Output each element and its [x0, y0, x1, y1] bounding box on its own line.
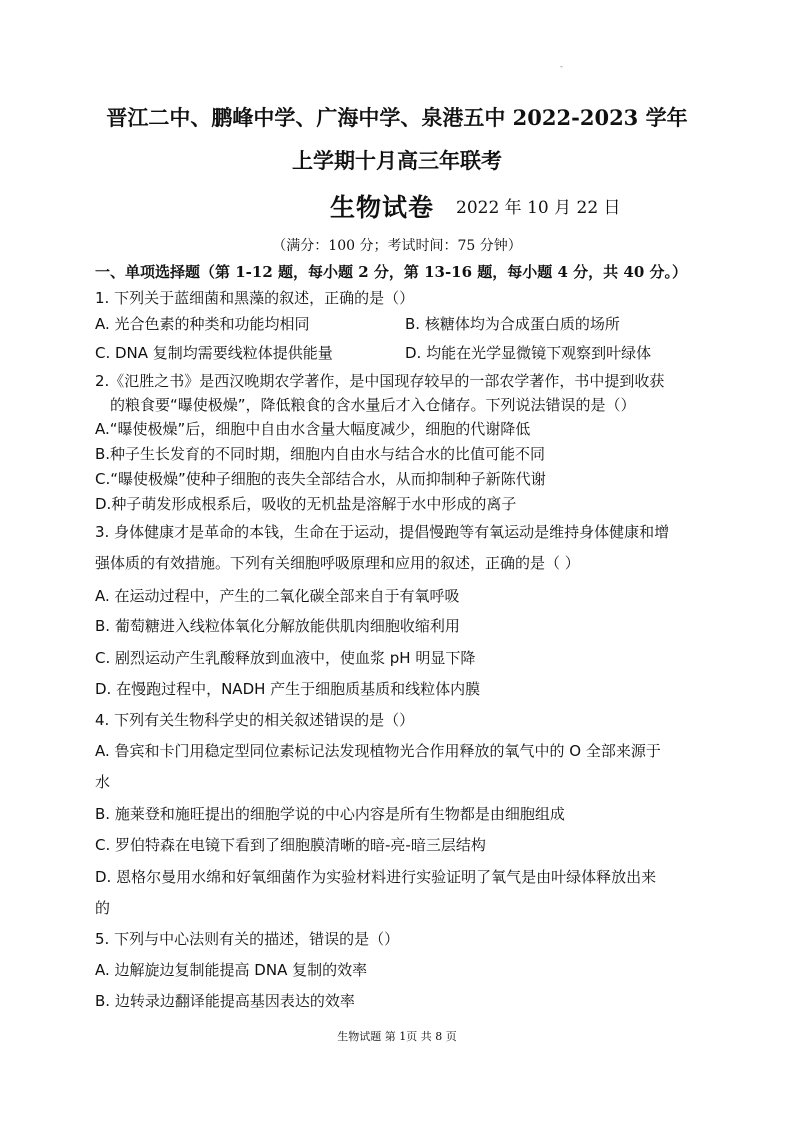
q1-stem: 1. 下列关于蓝细菌和黑藻的叙述，正确的是（） — [95, 289, 415, 307]
q1-option-c: C. DNA 复制均需要线粒体提供能量 — [95, 344, 333, 362]
q4-option-d-line1: D. 恩格尔曼用水绵和好氧细菌作为实验材料进行实验证明了氧气是由叶绿体释放出来 — [95, 868, 657, 886]
q4-option-a-line1: A. 鲁宾和卡门用稳定型同位素标记法发现植物光合作用释放的氧气中的 O 全部来源于 — [95, 742, 661, 760]
q4-option-b: B. 施莱登和施旺提出的细胞学说的中心内容是所有生物都是由细胞组成 — [95, 805, 565, 823]
q2-option-b: B.种子生长发育的不同时期，细胞内自由水与结合水的比值可能不同 — [95, 445, 546, 463]
q1-option-b: B. 核糖体均为合成蛋白质的场所 — [405, 315, 620, 333]
q5-option-a: A. 边解旋边复制能提高 DNA 复制的效率 — [95, 961, 368, 979]
q1-option-d: D. 均能在光学显微镜下观察到叶绿体 — [405, 344, 652, 362]
q3-stem-line1: 3. 身体健康才是革命的本钱，生命在于运动，提倡慢跑等有氧运动是维持身体健康和增 — [95, 523, 670, 541]
page-footer: 生物试题 第 1页 共 8 页 — [337, 1030, 457, 1043]
q4-stem: 4. 下列有关生物科学史的相关叙述错误的是（） — [95, 711, 415, 729]
exam-date: 2022 年 10 月 22 日 — [456, 198, 621, 218]
q2-stem-line2: 的粮食要“曝使极燥”，降低粮食的含水量后才入仓储存。下列说法错误的是（） — [110, 396, 636, 414]
q3-option-a: A. 在运动过程中，产生的二氧化碳全部来自于有氧呼吸 — [95, 587, 460, 605]
section-title: 一、单项选择题（第 1-12 题，每小题 2 分，第 13-16 题，每小题 4 分，共 40 分。） — [95, 263, 687, 281]
exam-title-line1: 晋江二中、鹏峰中学、广海中学、泉港五中 2022-2023 学年 — [106, 105, 688, 130]
exam-title-line2: 上学期十月高三年联考 — [292, 148, 502, 173]
q3-option-b: B. 葡萄糖进入线粒体氧化分解放能供肌肉细胞收缩利用 — [95, 617, 460, 635]
q3-option-d: D. 在慢跑过程中，NADH 产生于细胞质基质和线粒体内膜 — [95, 680, 481, 698]
q4-option-c: C. 罗伯特森在电镜下看到了细胞膜清晰的暗-亮-暗三层结构 — [95, 836, 486, 854]
q4-option-a-line2: 水 — [95, 773, 111, 791]
q4-option-d-line2: 的 — [95, 899, 111, 917]
subject-title: 生物试卷 — [330, 193, 435, 222]
q1-option-a: A. 光合色素的种类和功能均相同 — [95, 315, 310, 333]
exam-info: （满分：100 分；考试时间：75 分钟） — [272, 238, 522, 254]
q2-option-a: A.“曝使极燥”后，细胞中自由水含量大幅度减少，细胞的代谢降低 — [95, 420, 531, 438]
q5-stem: 5. 下列与中心法则有关的描述，错误的是（） — [95, 930, 400, 948]
q3-option-c: C. 剧烈运动产生乳酸释放到血液中，使血浆 pH 明显下降 — [95, 649, 476, 667]
q3-stem-line2: 强体质的有效措施。下列有关细胞呼吸原理和应用的叙述，正确的是（ ） — [95, 554, 580, 572]
header-dot: - — [560, 62, 563, 71]
q5-option-b: B. 边转录边翻译能提高基因表达的效率 — [95, 992, 355, 1010]
q2-option-c: C.“曝使极燥”使种子细胞的丧失全部结合水，从而抑制种子新陈代谢 — [95, 470, 546, 488]
q2-stem-line1: 2.《氾胜之书》是西汉晚期农学著作，是中国现存较早的一部农学著作，书中提到收获 — [95, 372, 665, 390]
q2-option-d: D.种子萌发形成根系后，吸收的无机盐是溶解于水中形成的离子 — [95, 495, 517, 513]
